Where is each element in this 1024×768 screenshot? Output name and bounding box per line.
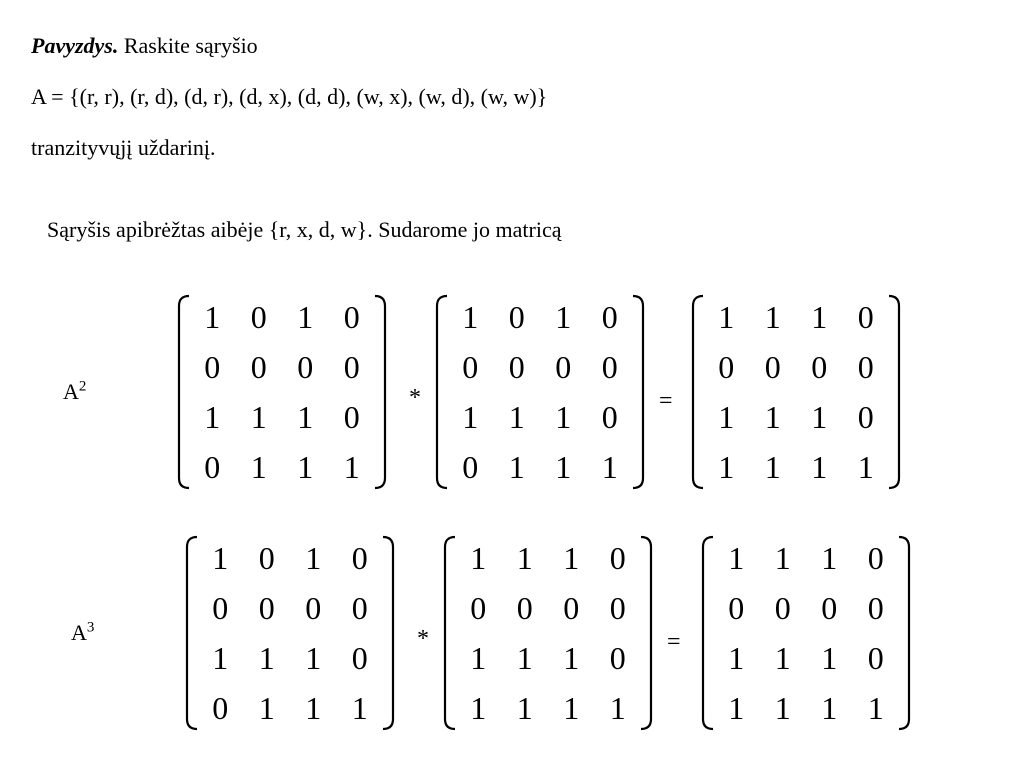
matrix-cell: 1 <box>470 540 487 576</box>
matrix-cell: 1 <box>555 299 572 335</box>
matrix-cell: 1 <box>774 690 791 726</box>
matrix-cell: 1 <box>601 449 618 485</box>
equation-label-a2 <box>63 379 86 405</box>
matrix-cell: 0 <box>774 590 791 626</box>
right-parenthesis <box>889 296 899 488</box>
matrix-cell: 1 <box>857 449 874 485</box>
matrix-cell: 1 <box>462 299 479 335</box>
matrix-cell: 0 <box>555 349 572 385</box>
matrix-cell: 0 <box>609 540 626 576</box>
matrix-left <box>185 533 395 733</box>
matrix-cell: 1 <box>343 449 360 485</box>
matrix-cell: 0 <box>609 590 626 626</box>
matrix-cell: 0 <box>764 349 781 385</box>
matrix-cell: 0 <box>343 299 360 335</box>
matrix-cell: 0 <box>857 349 874 385</box>
matrix-cell: 1 <box>764 399 781 435</box>
matrix-cell: 0 <box>867 590 884 626</box>
matrix-cells <box>197 533 383 733</box>
matrix-cell: 1 <box>212 540 229 576</box>
matrix-cell: 1 <box>821 540 838 576</box>
matrix-cell: 1 <box>811 399 828 435</box>
equals-sign: = <box>667 629 681 655</box>
left-parenthesis <box>445 537 455 729</box>
matrix-cell: 1 <box>563 640 580 676</box>
left-parenthesis <box>703 537 713 729</box>
matrix-cell: 1 <box>258 690 275 726</box>
matrix-cell: 1 <box>764 299 781 335</box>
matrix-cell: 0 <box>343 349 360 385</box>
right-parenthesis <box>899 537 909 729</box>
matrix-cell: 1 <box>516 540 533 576</box>
matrix-cell: 0 <box>821 590 838 626</box>
matrix-right <box>443 533 653 733</box>
matrix-cell: 0 <box>250 299 267 335</box>
domain-note: Sąryšis apibrėžtas aibėje {r, x, d, w}. Sudarome jo matricą <box>47 217 562 242</box>
matrix-cell: 1 <box>305 640 322 676</box>
equation-label-a3 <box>71 620 94 646</box>
left-parenthesis <box>693 296 703 488</box>
matrix-cell: 0 <box>508 299 525 335</box>
matrix-cell: 1 <box>811 299 828 335</box>
label-base: A <box>71 620 87 645</box>
matrix-cell: 1 <box>516 640 533 676</box>
matrix-cell: 1 <box>555 399 572 435</box>
matrix-cell: 1 <box>867 690 884 726</box>
matrix-cell: 1 <box>297 449 314 485</box>
matrix-cell: 1 <box>774 640 791 676</box>
matrix-result <box>701 533 911 733</box>
label-base: A <box>63 379 79 404</box>
matrix-cell: 0 <box>462 449 479 485</box>
matrix-cell: 0 <box>212 590 229 626</box>
matrix-cell: 1 <box>305 690 322 726</box>
matrix-cell: 1 <box>204 299 221 335</box>
label-exponent: 2 <box>78 378 87 395</box>
multiply-operator: * <box>417 626 429 652</box>
matrix-cell: 0 <box>857 299 874 335</box>
right-parenthesis <box>383 537 393 729</box>
matrix-left <box>177 292 387 492</box>
matrix-cell: 1 <box>297 299 314 335</box>
matrix-cell: 1 <box>305 540 322 576</box>
matrix-cell: 1 <box>508 449 525 485</box>
left-parenthesis <box>179 296 189 488</box>
matrix-cell: 1 <box>462 399 479 435</box>
example-title: Pavyzdys. <box>31 33 119 58</box>
matrix-cell: 1 <box>563 540 580 576</box>
matrix-cell: 0 <box>204 349 221 385</box>
matrix-cell: 0 <box>516 590 533 626</box>
matrix-cell: 1 <box>470 690 487 726</box>
right-parenthesis <box>633 296 643 488</box>
matrix-cells <box>455 533 641 733</box>
matrix-cell: 0 <box>857 399 874 435</box>
multiply-operator: * <box>409 385 421 411</box>
matrix-cell: 0 <box>811 349 828 385</box>
matrix-cell: 1 <box>212 640 229 676</box>
matrix-cell: 1 <box>764 449 781 485</box>
matrix-result <box>691 292 901 492</box>
matrix-cell: 0 <box>508 349 525 385</box>
matrix-cell: 1 <box>470 640 487 676</box>
matrix-cell: 1 <box>728 540 745 576</box>
matrix-cell: 0 <box>343 399 360 435</box>
matrix-cell: 0 <box>204 449 221 485</box>
label-exponent: 3 <box>86 619 95 636</box>
matrix-cell: 1 <box>250 399 267 435</box>
matrix-cell: 0 <box>258 590 275 626</box>
matrix-cell: 0 <box>351 590 368 626</box>
matrix-cell: 0 <box>601 299 618 335</box>
matrix-cell: 1 <box>351 690 368 726</box>
matrix-cells <box>189 292 375 492</box>
matrix-cell: 0 <box>470 590 487 626</box>
matrix-cell: 0 <box>563 590 580 626</box>
matrix-cell: 1 <box>718 299 735 335</box>
problem-heading <box>31 33 258 59</box>
matrix-cell: 0 <box>351 640 368 676</box>
matrix-cells <box>703 292 889 492</box>
matrix-cell: 1 <box>555 449 572 485</box>
matrix-cell: 0 <box>258 540 275 576</box>
right-parenthesis <box>641 537 651 729</box>
matrix-cell: 1 <box>774 540 791 576</box>
matrix-cell: 0 <box>351 540 368 576</box>
matrix-cell: 1 <box>516 690 533 726</box>
matrix-cell: 1 <box>718 449 735 485</box>
matrix-cell: 0 <box>250 349 267 385</box>
matrix-cell: 0 <box>718 349 735 385</box>
matrix-cell: 0 <box>728 590 745 626</box>
matrix-cell: 0 <box>305 590 322 626</box>
matrix-cell: 0 <box>867 540 884 576</box>
matrix-cell: 1 <box>250 449 267 485</box>
matrix-cell: 1 <box>609 690 626 726</box>
matrix-right <box>435 292 645 492</box>
matrix-cell: 1 <box>258 640 275 676</box>
matrix-cell: 1 <box>821 640 838 676</box>
matrix-cell: 1 <box>508 399 525 435</box>
matrix-cells <box>713 533 899 733</box>
matrix-cell: 1 <box>563 690 580 726</box>
matrix-cell: 0 <box>867 640 884 676</box>
left-parenthesis <box>187 537 197 729</box>
equals-sign: = <box>659 388 673 414</box>
task-end-text: tranzityvųjį uždarinį. <box>31 135 216 160</box>
task-text: Raskite sąryšio <box>118 33 258 58</box>
matrix-cell: 1 <box>204 399 221 435</box>
matrix-cell: 0 <box>462 349 479 385</box>
matrix-cell: 0 <box>212 690 229 726</box>
matrix-cell: 1 <box>728 690 745 726</box>
right-parenthesis <box>375 296 385 488</box>
matrix-cell: 1 <box>728 640 745 676</box>
matrix-cell: 1 <box>811 449 828 485</box>
matrix-cell: 1 <box>821 690 838 726</box>
matrix-cell: 1 <box>297 399 314 435</box>
matrix-cell: 0 <box>601 399 618 435</box>
left-parenthesis <box>437 296 447 488</box>
matrix-cell: 0 <box>609 640 626 676</box>
matrix-cells <box>447 292 633 492</box>
matrix-cell: 0 <box>297 349 314 385</box>
matrix-cell: 1 <box>718 399 735 435</box>
relation-definition: A = {(r, r), (r, d), (d, r), (d, x), (d, d), (w, x), (w, d), (w, w)} <box>31 84 548 109</box>
matrix-cell: 0 <box>601 349 618 385</box>
